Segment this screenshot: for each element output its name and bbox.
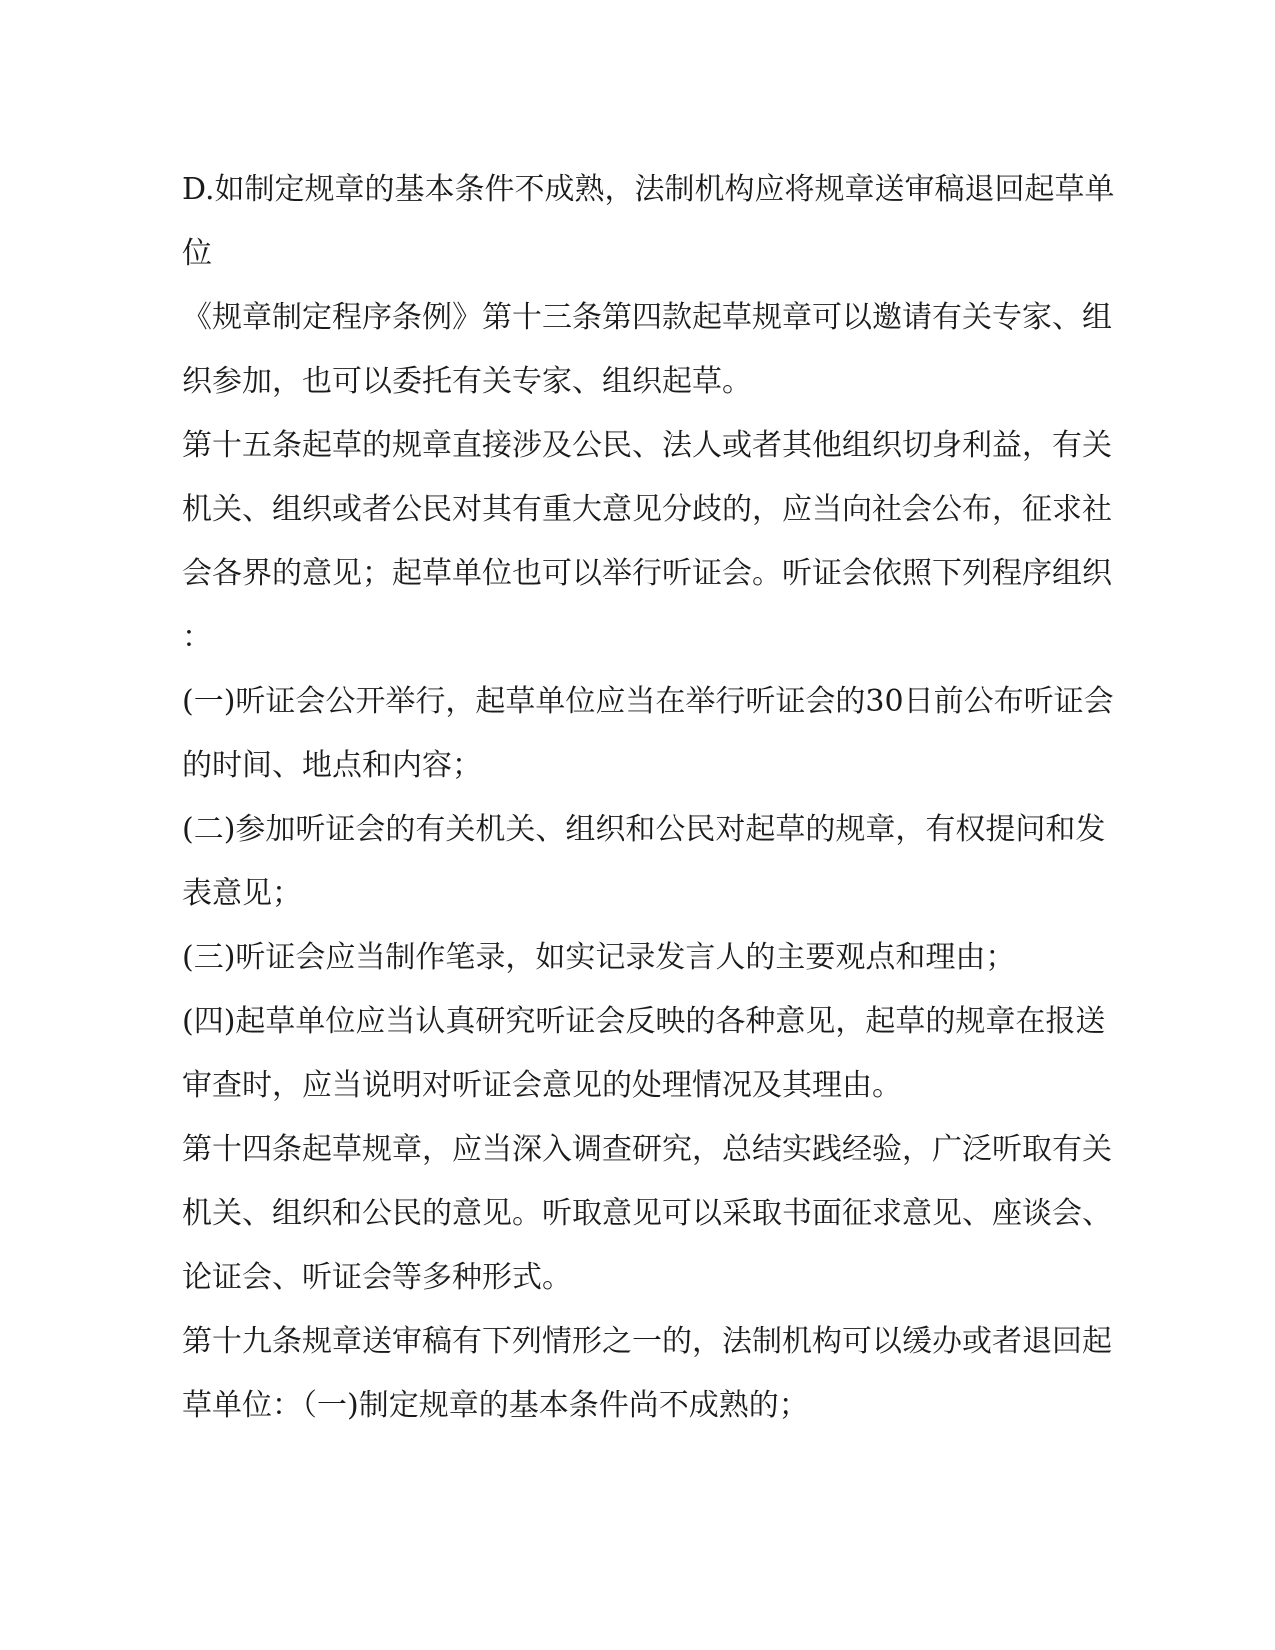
text-line: 第十五条起草的规章直接涉及公民、法人或者其他组织切身利益，有关: [182, 428, 1112, 463]
text-line: D.如制定规章的基本条件不成熟，法制机构应将规章送审稿退回起草单: [182, 172, 1115, 207]
text-line: ：: [182, 620, 212, 655]
text-line: (三)听证会应当制作笔录，如实记录发言人的主要观点和理由；: [182, 940, 1016, 975]
text-line: 《规章制定程序条例》第十三条第四款起草规章可以邀请有关专家、组: [182, 300, 1112, 335]
text-line: 第十四条起草规章，应当深入调查研究，总结实践经验，广泛听取有关: [182, 1132, 1112, 1167]
text-line: 会各界的意见；起草单位也可以举行听证会。听证会依照下列程序组织: [182, 556, 1112, 591]
text-line: 草单位：（一)制定规章的基本条件尚不成熟的；: [182, 1388, 809, 1423]
text-line: (一)听证会公开举行，起草单位应当在举行听证会的30日前公布听证会: [182, 684, 1114, 719]
text-line: 的时间、地点和内容；: [182, 748, 482, 783]
text-line: 表意见；: [182, 876, 302, 911]
text-line: 论证会、听证会等多种形式。: [182, 1260, 572, 1295]
text-line: 第十九条规章送审稿有下列情形之一的，法制机构可以缓办或者退回起: [182, 1324, 1112, 1359]
text-line: 机关、组织和公民的意见。听取意见可以采取书面征求意见、座谈会、: [182, 1196, 1112, 1231]
text-line: 位: [182, 236, 212, 271]
document-body: [182, 158, 1115, 1438]
text-line: 审查时，应当说明对听证会意见的处理情况及其理由。: [182, 1068, 902, 1103]
text-line: 机关、组织或者公民对其有重大意见分歧的，应当向社会公布，征求社: [182, 492, 1112, 527]
text-line: 织参加，也可以委托有关专家、组织起草。: [182, 364, 752, 399]
text-line: (二)参加听证会的有关机关、组织和公民对起草的规章，有权提问和发: [182, 812, 1106, 847]
text-block: [182, 158, 1115, 1438]
text-line: (四)起草单位应当认真研究听证会反映的各种意见，起草的规章在报送: [182, 1004, 1106, 1039]
